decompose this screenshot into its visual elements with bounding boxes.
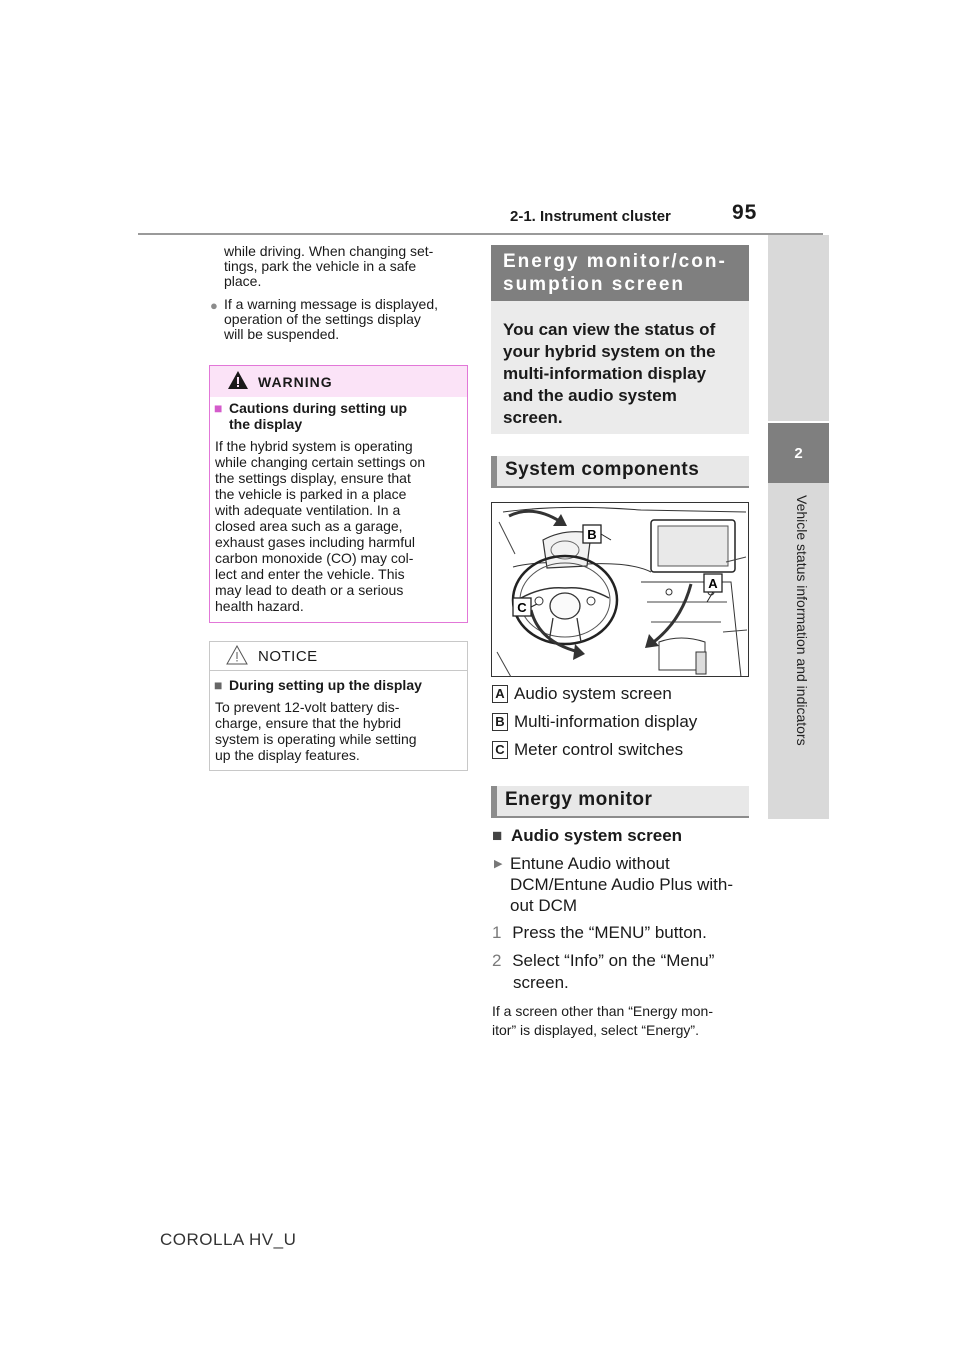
figure-label-c: C (517, 600, 527, 615)
energy-monitor-section-heading: Energy monitor (491, 786, 749, 818)
dashboard-illustration (491, 502, 749, 677)
square-bullet-icon: ■ (214, 400, 223, 416)
section-title: 2-1. Instrument cluster (510, 208, 671, 225)
energy-monitor-heading: Energy monitor/con- sumption screen (491, 245, 749, 301)
audio-screen-subheading: ■ Audio system screen (492, 826, 683, 845)
model-footer: COROLLA HV_U (160, 1230, 297, 1249)
bullet-text: If a warning message is displayed, operation of the settings display will be suspended. (224, 296, 438, 342)
side-tab-label: Vehicle status information and indicators (794, 495, 810, 746)
warning-square-bullet (214, 400, 222, 416)
entune-text: Entune Audio without DCM/Entune Audio Plus with- out DCM (510, 854, 733, 915)
energy-note: If a screen other than “Energy mon- itor” is displayed, select “Energy”. (492, 1003, 713, 1038)
side-tab-number: 2 (768, 423, 829, 483)
component-b: B Multi-information display (492, 712, 697, 732)
continued-text: while driving. When changing set- tings, park the vehicle in a safe place. (224, 243, 434, 289)
component-c: C Meter control switches (492, 740, 683, 760)
square-bullet-icon: ■ (492, 826, 503, 845)
warning-subtitle: Cautions during setting up the display (229, 400, 408, 432)
warning-triangle-icon (227, 370, 249, 390)
step-1: 1 Press the “MENU” button. (492, 923, 707, 942)
notice-triangle-icon (226, 645, 248, 665)
side-tab-top (768, 235, 829, 421)
notice-subtitle: During setting up the display (229, 677, 422, 693)
square-bullet-icon: ■ (214, 677, 223, 693)
warning-title: WARNING (258, 374, 333, 390)
arrow-bullet-icon: ▶ (494, 858, 503, 870)
component-a: A Audio system screen (492, 684, 672, 704)
round-bullet-icon: ● (210, 298, 218, 313)
notice-title: NOTICE (258, 648, 318, 665)
page-number: 95 (732, 201, 758, 224)
notice-divider (210, 670, 467, 671)
system-components-heading: System components (491, 456, 749, 488)
figure-label-b: B (587, 527, 597, 542)
step-2: 2 Select “Info” on the “Menu” (492, 951, 715, 970)
notice-body: To prevent 12-volt battery dis- charge, ensure that the hybrid system is operating while setting up the display features. (215, 699, 417, 763)
figure-label-a: A (708, 576, 718, 591)
warning-body: If the hybrid system is operating while changing certain settings on the settings display, ensure that the vehicle is parked in a place with adequate ventilation. In a closed area such as a garage, exhaust gases including harmful carbon monoxide (CO) may col- lect and enter the vehicle. This may lead to death or a serious health hazard. (215, 438, 426, 614)
notice-square-bullet (214, 677, 222, 693)
header-rule (138, 233, 823, 235)
intro-box: You can view the status of your hybrid system on the multi-information display and the audio system screen. (491, 301, 749, 434)
step-2-cont: screen. (513, 973, 569, 992)
